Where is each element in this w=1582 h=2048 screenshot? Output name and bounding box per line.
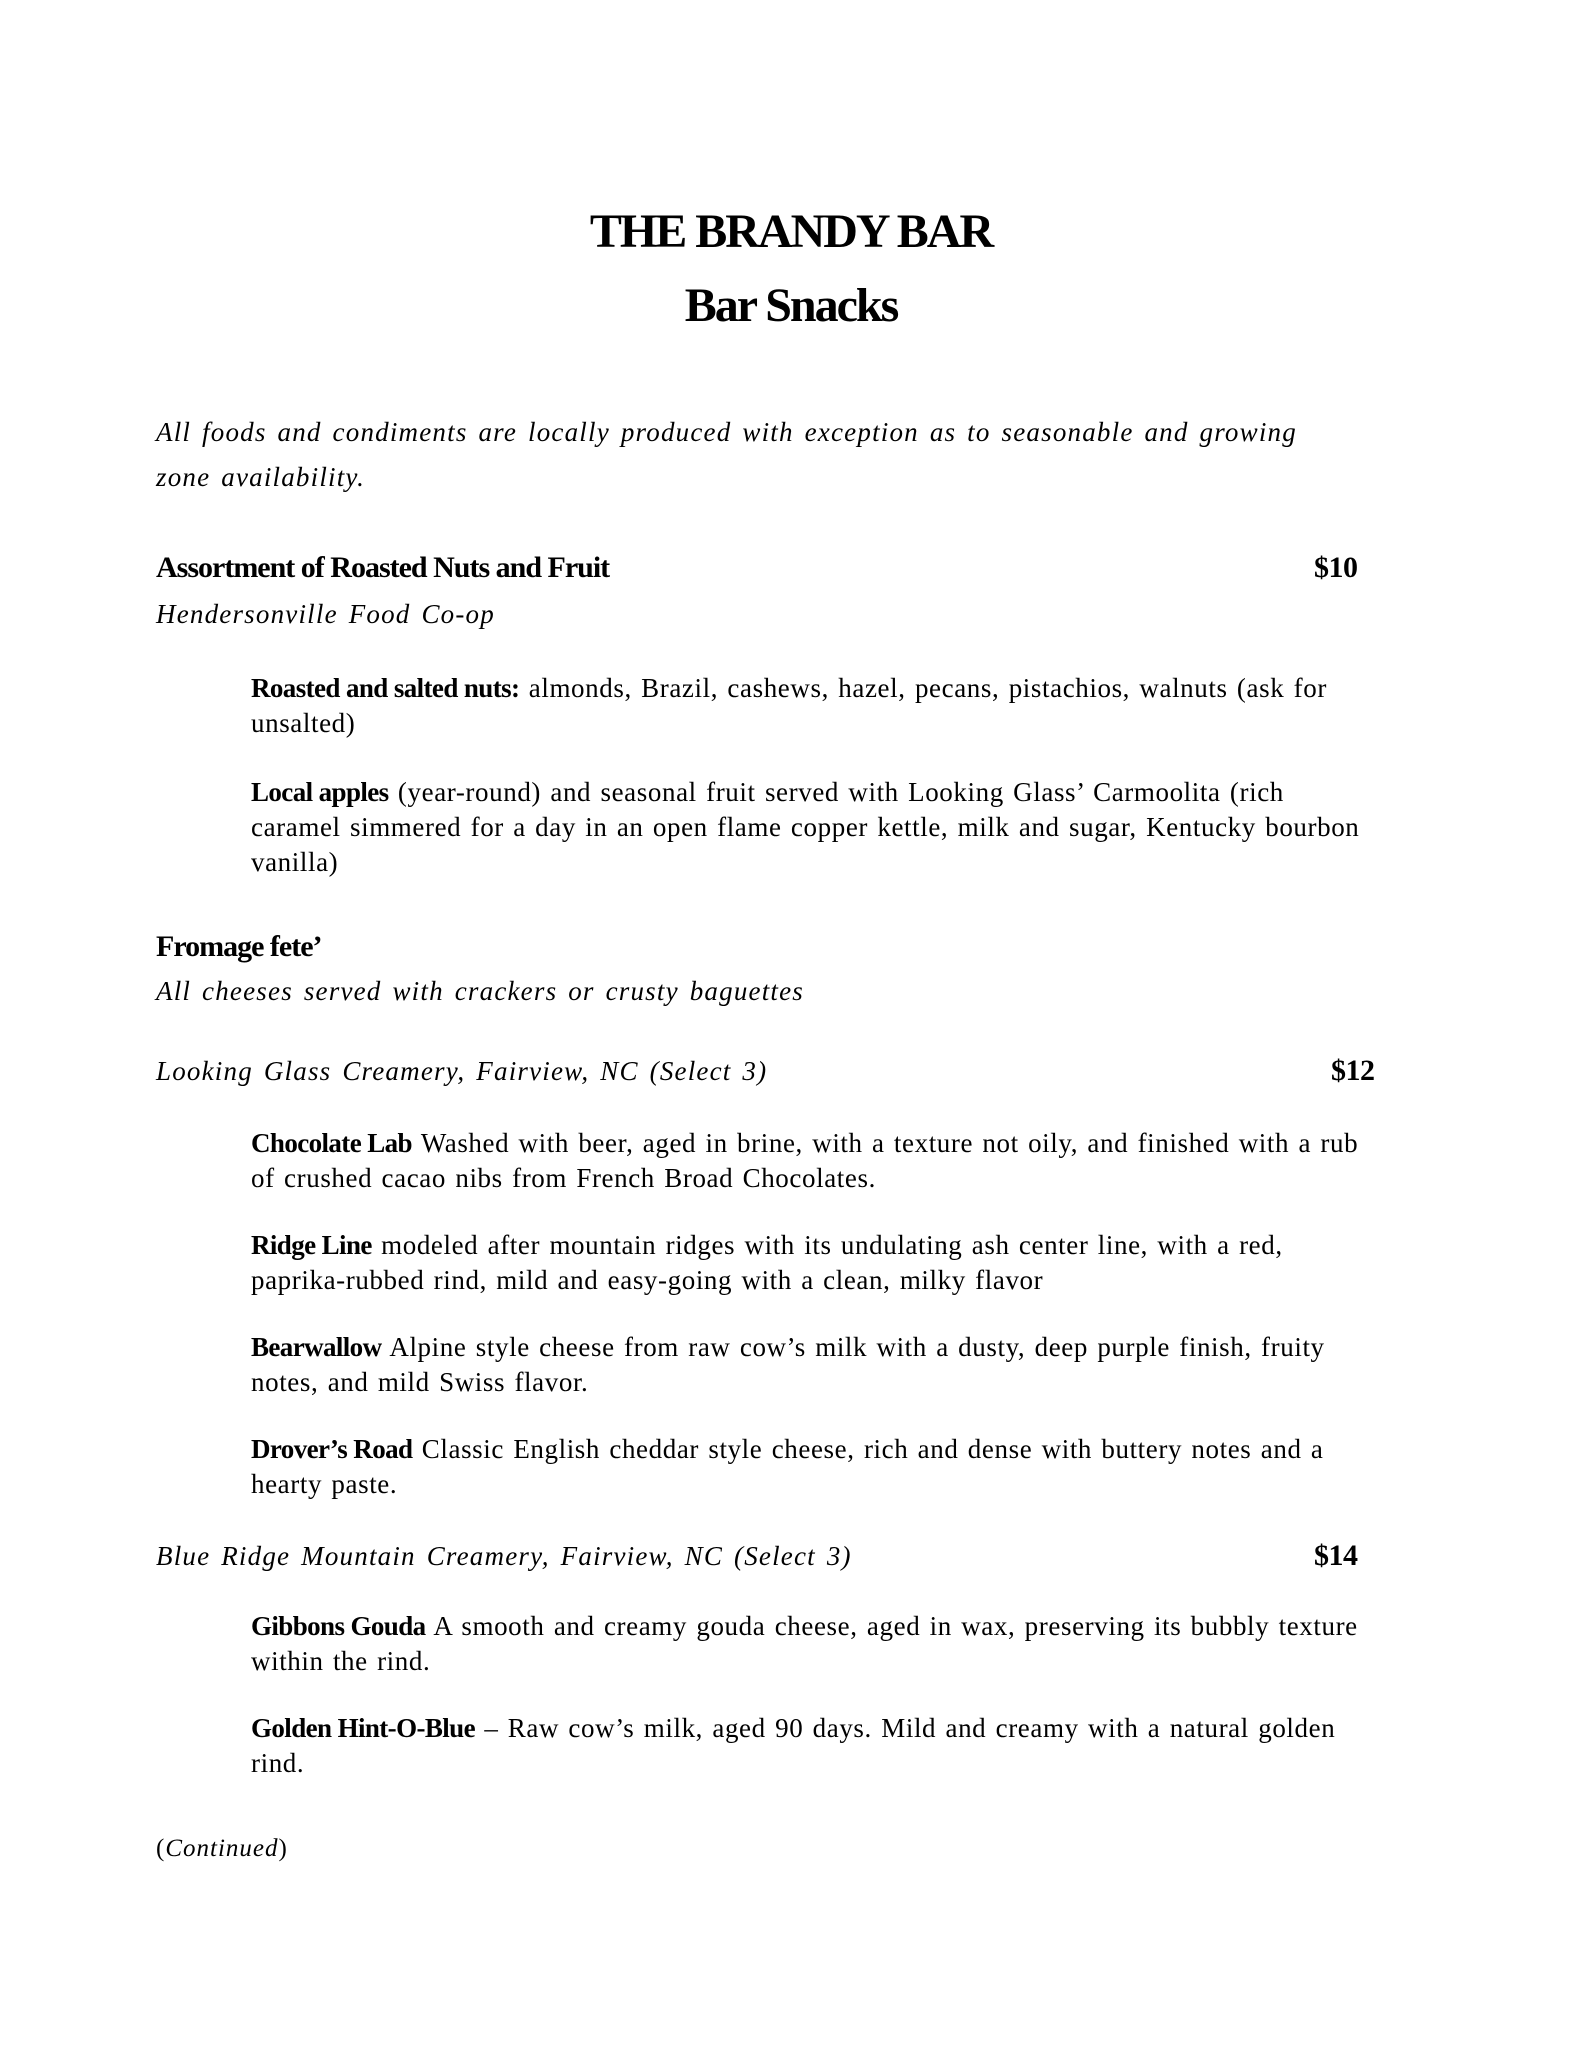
item-name: Ridge Line xyxy=(251,1230,372,1260)
menu-item xyxy=(251,775,1361,880)
item-desc: – Raw cow’s milk, aged 90 days. Mild and creamy with a natural golden rind. xyxy=(251,1713,1336,1778)
item-desc: almonds, Brazil, cashews, hazel, pecans, pistachios, walnuts (ask for unsalted) xyxy=(251,673,1327,738)
item-name: Golden Hint-O-Blue xyxy=(251,1713,475,1743)
continued-label: Continued xyxy=(165,1835,279,1862)
continued-close-paren: ) xyxy=(278,1835,288,1862)
menu-item xyxy=(251,1228,1361,1298)
price-nuts: $10 xyxy=(1314,551,1358,584)
item-name: Gibbons Gouda xyxy=(251,1611,426,1641)
item-name: Roasted and salted nuts: xyxy=(251,673,520,703)
menu-item xyxy=(251,671,1361,741)
continued-open-paren: ( xyxy=(156,1835,166,1862)
venue-title: THE BRANDY BAR xyxy=(589,205,993,258)
creamery-label: Blue Ridge Mountain Creamery, Fairview, NC (Select 3) xyxy=(156,1541,852,1571)
item-desc: Classic English cheddar style cheese, rich and dense with buttery notes and a hearty paste. xyxy=(251,1434,1324,1499)
menu-item xyxy=(251,1432,1361,1502)
menu-item xyxy=(251,1330,1361,1400)
item-name: Bearwallow xyxy=(251,1332,382,1362)
price-looking-glass: $12 xyxy=(1331,1054,1375,1087)
item-name: Local apples xyxy=(251,777,389,807)
menu-item xyxy=(251,1609,1361,1679)
price-blue-ridge: $14 xyxy=(1314,1539,1358,1572)
menu-title: Bar Snacks xyxy=(684,279,898,332)
item-desc: A smooth and creamy gouda cheese, aged in wax, preserving its bubbly texture within the rind. xyxy=(251,1611,1358,1676)
item-desc: Alpine style cheese from raw cow’s milk with a dusty, deep purple finish, fruity notes, and mild Swiss flavor. xyxy=(251,1332,1325,1397)
menu-item xyxy=(251,1126,1361,1196)
intro-text: All foods and condiments are locally produced with exception as to seasonable and growing zone availability. xyxy=(156,417,1297,492)
item-desc: (year-round) and seasonal fruit served with Looking Glass’ Carmoolita (rich caramel simmered for a day in an open flame copper kettle, milk and sugar, Kentucky bourbon vanilla) xyxy=(251,777,1360,877)
item-desc: modeled after mountain ridges with its undulating ash center line, with a red, paprika-rubbed rind, mild and easy-going with a clean, milky flavor xyxy=(251,1230,1283,1295)
item-desc: Washed with beer, aged in brine, with a texture not oily, and finished with a rub of crushed cacao nibs from French Broad Chocolates. xyxy=(251,1128,1359,1193)
section-title-nuts: Assortment of Roasted Nuts and Fruit xyxy=(156,551,610,584)
fromage-note: All cheeses served with crackers or crusty baguettes xyxy=(156,976,805,1006)
creamery-label: Looking Glass Creamery, Fairview, NC (Select 3) xyxy=(156,1056,768,1086)
section-title-fromage: Fromage fete’ xyxy=(156,930,322,963)
continued-note xyxy=(156,1836,288,1861)
source-nuts: Hendersonville Food Co-op xyxy=(156,599,495,629)
item-name: Drover’s Road xyxy=(251,1434,413,1464)
item-name: Chocolate Lab xyxy=(251,1128,412,1158)
menu-item xyxy=(251,1711,1361,1781)
